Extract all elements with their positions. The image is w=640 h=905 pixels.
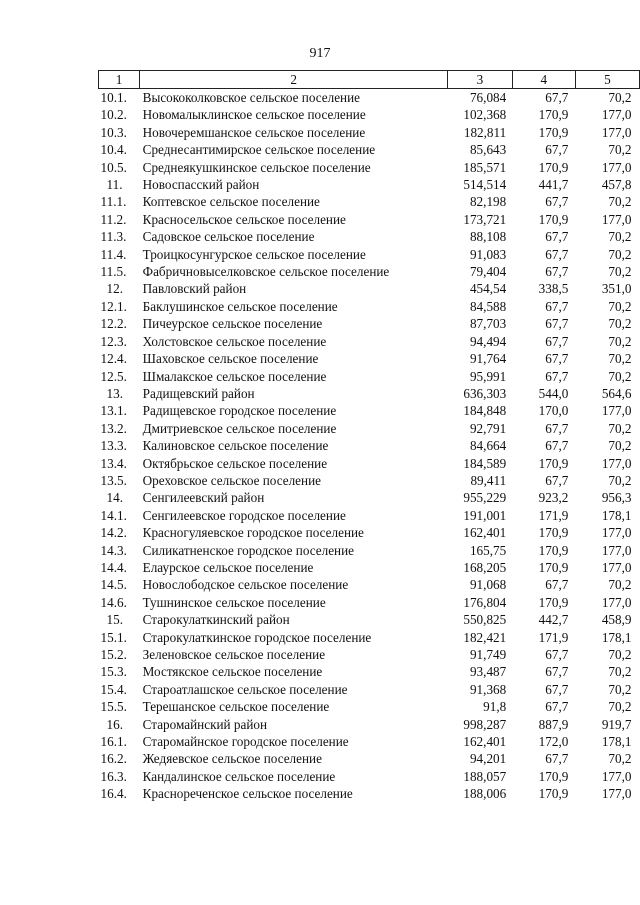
row-col-5: 70,2 bbox=[608, 246, 632, 262]
row-col-4: 67,7 bbox=[545, 699, 569, 715]
row-col-4: 67,7 bbox=[545, 264, 569, 280]
row-name: Сенгилеевский район bbox=[142, 490, 265, 506]
row-name: Кандалинское сельское поселение bbox=[142, 768, 336, 784]
row-col-4: 172,0 bbox=[538, 734, 569, 750]
row-number: 13.1. bbox=[100, 403, 127, 419]
row-name: Терешанское сельское поселение bbox=[142, 699, 330, 715]
row-col-4: 170,9 bbox=[538, 455, 569, 471]
row-col-3: 84,588 bbox=[469, 298, 507, 314]
row-name: Радищевское городское поселение bbox=[142, 403, 337, 419]
row-number: 10.1. bbox=[100, 90, 127, 105]
row-name: Дмитриевское сельское поселение bbox=[142, 420, 337, 436]
row-col-3: 84,664 bbox=[469, 438, 507, 454]
row-number: 15. bbox=[106, 612, 123, 628]
row-col-4: 67,7 bbox=[545, 420, 569, 436]
row-col-5: 177,0 bbox=[601, 542, 632, 558]
table-row bbox=[99, 89, 640, 107]
table-row bbox=[99, 576, 640, 593]
table-row bbox=[99, 507, 640, 524]
row-number: 12.5. bbox=[100, 368, 127, 384]
row-name: Старокулаткинское городское поселение bbox=[142, 629, 372, 645]
row-name: Калиновское сельское поселение bbox=[142, 438, 329, 454]
row-col-4: 170,9 bbox=[538, 107, 569, 123]
table-row bbox=[99, 542, 640, 559]
table-row bbox=[99, 385, 640, 402]
row-col-4: 67,7 bbox=[545, 647, 569, 662]
table-row bbox=[99, 350, 640, 367]
row-col-5: 177,0 bbox=[601, 768, 632, 784]
row-col-5: 70,2 bbox=[608, 438, 632, 454]
row-name: Красногуляевское городское поселение bbox=[142, 525, 364, 541]
row-number: 10.4. bbox=[100, 142, 127, 158]
table-row bbox=[99, 106, 640, 123]
row-name: Староатлашское сельское поселение bbox=[142, 681, 348, 697]
row-number: 14.6. bbox=[100, 594, 127, 610]
row-col-4: 441,7 bbox=[538, 177, 569, 193]
row-number: 11.3. bbox=[100, 229, 127, 245]
table-row bbox=[99, 559, 640, 576]
row-col-5: 70,2 bbox=[608, 351, 632, 367]
row-col-4: 67,7 bbox=[545, 438, 569, 454]
row-number: 10.3. bbox=[100, 124, 127, 140]
row-number: 16.2. bbox=[100, 751, 127, 767]
table-row bbox=[99, 472, 640, 489]
table-row bbox=[99, 733, 640, 750]
row-number: 14.1. bbox=[100, 507, 127, 523]
row-number: 12. bbox=[106, 281, 123, 297]
row-col-3: 636,303 bbox=[463, 385, 507, 401]
row-col-5: 70,2 bbox=[608, 699, 632, 715]
row-col-3: 88,108 bbox=[469, 229, 507, 245]
table-row bbox=[99, 246, 640, 263]
row-col-3: 91,749 bbox=[469, 647, 507, 662]
row-col-3: 82,198 bbox=[469, 194, 507, 210]
row-col-4: 170,0 bbox=[538, 403, 569, 419]
table-row bbox=[99, 455, 640, 472]
row-number: 12.1. bbox=[100, 298, 127, 314]
row-col-4: 170,9 bbox=[538, 786, 569, 802]
row-col-3: 95,991 bbox=[469, 368, 507, 384]
row-col-4: 67,7 bbox=[545, 333, 569, 349]
row-number: 11.1. bbox=[100, 194, 127, 210]
row-col-3: 76,084 bbox=[469, 90, 507, 105]
row-col-4: 67,7 bbox=[545, 298, 569, 314]
row-col-3: 184,848 bbox=[463, 403, 507, 419]
row-name: Краснореченское сельское поселение bbox=[142, 786, 353, 802]
row-number: 16.4. bbox=[100, 786, 127, 802]
row-col-4: 171,9 bbox=[538, 507, 569, 523]
row-col-3: 93,487 bbox=[469, 664, 507, 680]
row-col-5: 70,2 bbox=[608, 298, 632, 314]
header-col-1: 1 bbox=[99, 71, 140, 89]
row-col-5: 70,2 bbox=[608, 316, 632, 332]
row-col-4: 67,7 bbox=[545, 368, 569, 384]
row-col-5: 564,6 bbox=[601, 385, 632, 401]
row-name: Ореховское сельское поселение bbox=[142, 472, 321, 488]
row-col-5: 458,9 bbox=[601, 612, 632, 628]
row-col-3: 162,401 bbox=[463, 734, 507, 750]
row-col-3: 550,825 bbox=[463, 612, 507, 628]
row-number: 15.1. bbox=[100, 629, 127, 645]
table-row bbox=[99, 368, 640, 385]
row-col-3: 514,514 bbox=[463, 177, 507, 193]
row-col-5: 70,2 bbox=[608, 420, 632, 436]
table-row bbox=[99, 315, 640, 332]
header-col-5: 5 bbox=[575, 71, 639, 89]
row-col-3: 91,083 bbox=[469, 246, 507, 262]
row-col-4: 170,9 bbox=[538, 525, 569, 541]
row-col-3: 182,421 bbox=[463, 629, 507, 645]
row-col-5: 178,1 bbox=[601, 507, 632, 523]
row-number: 15.4. bbox=[100, 681, 127, 697]
row-col-3: 188,057 bbox=[463, 768, 507, 784]
row-number: 13.5. bbox=[100, 472, 127, 488]
table-row bbox=[99, 141, 640, 158]
row-col-5: 177,0 bbox=[601, 594, 632, 610]
row-name: Тушнинское сельское поселение bbox=[142, 594, 326, 610]
row-col-3: 162,401 bbox=[463, 525, 507, 541]
row-col-3: 184,589 bbox=[463, 455, 507, 471]
row-col-3: 87,703 bbox=[469, 316, 507, 332]
row-name: Мостякское сельское поселение bbox=[142, 664, 323, 680]
row-number: 11.5. bbox=[100, 264, 127, 280]
header-col-3: 3 bbox=[448, 71, 513, 89]
row-col-4: 338,5 bbox=[538, 281, 569, 297]
row-col-4: 67,7 bbox=[545, 90, 569, 105]
row-number: 12.4. bbox=[100, 351, 127, 367]
row-col-5: 70,2 bbox=[608, 194, 632, 210]
row-col-3: 182,811 bbox=[463, 124, 507, 140]
row-col-3: 79,404 bbox=[469, 264, 507, 280]
table-row bbox=[99, 629, 640, 646]
row-col-5: 956,3 bbox=[601, 490, 632, 506]
row-number: 14.3. bbox=[100, 542, 127, 558]
row-col-5: 177,0 bbox=[601, 107, 632, 123]
row-number: 13.2. bbox=[100, 420, 127, 436]
row-col-3: 998,287 bbox=[463, 716, 507, 732]
row-col-3: 188,006 bbox=[463, 786, 507, 802]
row-col-5: 177,0 bbox=[601, 525, 632, 541]
row-col-5: 70,2 bbox=[608, 577, 632, 593]
row-name: Новоспасский район bbox=[142, 177, 260, 193]
row-col-5: 70,2 bbox=[608, 681, 632, 697]
row-col-4: 67,7 bbox=[545, 664, 569, 680]
row-name: Елаурское сельское поселение bbox=[142, 559, 314, 575]
row-col-4: 67,7 bbox=[545, 681, 569, 697]
row-name: Старокулаткинский район bbox=[142, 612, 290, 628]
row-col-3: 94,494 bbox=[469, 333, 507, 349]
row-col-3: 91,368 bbox=[469, 681, 507, 697]
row-col-5: 177,0 bbox=[601, 786, 632, 802]
row-col-5: 457,8 bbox=[601, 177, 632, 193]
row-col-5: 70,2 bbox=[608, 264, 632, 280]
page-number: 917 bbox=[309, 46, 331, 61]
row-number: 11.4. bbox=[100, 246, 127, 262]
table-row bbox=[99, 646, 640, 663]
row-col-4: 67,7 bbox=[545, 194, 569, 210]
table-row bbox=[99, 663, 640, 680]
row-col-4: 544,0 bbox=[538, 385, 569, 401]
row-col-5: 70,2 bbox=[608, 142, 632, 158]
row-number: 13.4. bbox=[100, 455, 127, 471]
row-col-5: 177,0 bbox=[601, 211, 632, 227]
row-name: Старомайнский район bbox=[142, 716, 268, 732]
row-number: 12.2. bbox=[100, 316, 127, 332]
row-col-4: 67,7 bbox=[545, 316, 569, 332]
row-col-5: 70,2 bbox=[608, 333, 632, 349]
row-number: 10.2. bbox=[100, 107, 127, 123]
row-name: Павловский район bbox=[142, 281, 247, 297]
row-name: Октябрьское сельское поселение bbox=[142, 455, 328, 471]
row-number: 14.4. bbox=[100, 559, 127, 575]
table-row bbox=[99, 681, 640, 698]
row-number: 13. bbox=[106, 385, 123, 401]
row-col-3: 955,229 bbox=[463, 490, 507, 506]
table-row bbox=[99, 611, 640, 628]
row-name: Пичеурское сельское поселение bbox=[142, 316, 323, 332]
table-row bbox=[99, 524, 640, 541]
table-row bbox=[99, 298, 640, 315]
row-col-5: 177,0 bbox=[601, 455, 632, 471]
table-row bbox=[99, 420, 640, 437]
row-name: Холстовское сельское поселение bbox=[142, 333, 327, 349]
row-name: Высококолковское сельское поселение bbox=[142, 90, 361, 105]
row-number: 12.3. bbox=[100, 333, 127, 349]
row-col-5: 70,2 bbox=[608, 472, 632, 488]
row-col-4: 170,9 bbox=[538, 559, 569, 575]
row-col-3: 94,201 bbox=[469, 751, 507, 767]
table-row bbox=[99, 280, 640, 297]
table-row bbox=[99, 768, 640, 785]
row-col-5: 178,1 bbox=[601, 734, 632, 750]
row-col-3: 168,205 bbox=[463, 559, 507, 575]
row-col-3: 91,8 bbox=[483, 699, 507, 715]
row-col-5: 177,0 bbox=[601, 124, 632, 140]
row-name: Садовское сельское поселение bbox=[142, 229, 315, 245]
row-col-4: 170,9 bbox=[538, 594, 569, 610]
row-col-3: 91,764 bbox=[469, 351, 507, 367]
row-name: Среднесантимирское сельское поселение bbox=[142, 142, 376, 158]
row-col-3: 165,75 bbox=[469, 542, 507, 558]
table-row bbox=[99, 594, 640, 611]
row-number: 14.2. bbox=[100, 525, 127, 541]
row-col-4: 442,7 bbox=[538, 612, 569, 628]
row-col-5: 177,0 bbox=[601, 403, 632, 419]
row-col-4: 67,7 bbox=[545, 472, 569, 488]
row-col-5: 70,2 bbox=[608, 368, 632, 384]
row-col-3: 454,54 bbox=[469, 281, 507, 297]
header-row bbox=[99, 71, 640, 89]
table-row bbox=[99, 716, 640, 733]
row-name: Зеленовское сельское поселение bbox=[142, 647, 326, 662]
row-number: 14.5. bbox=[100, 577, 127, 593]
table-row bbox=[99, 437, 640, 454]
row-col-4: 67,7 bbox=[545, 577, 569, 593]
row-number: 11.2. bbox=[100, 211, 127, 227]
row-col-4: 67,7 bbox=[545, 246, 569, 262]
row-name: Радищевский район bbox=[142, 385, 255, 401]
row-col-5: 178,1 bbox=[601, 629, 632, 645]
row-col-3: 185,571 bbox=[463, 159, 507, 175]
table-row bbox=[99, 750, 640, 767]
row-col-3: 91,068 bbox=[469, 577, 507, 593]
row-name: Шмалакское сельское поселение bbox=[142, 368, 327, 384]
row-number: 11. bbox=[106, 177, 123, 193]
table-row bbox=[99, 333, 640, 350]
row-col-5: 70,2 bbox=[608, 664, 632, 680]
row-name: Шаховское сельское поселение bbox=[142, 351, 319, 367]
row-name: Новослободское сельское поселение bbox=[142, 577, 349, 593]
header-col-4: 4 bbox=[512, 71, 575, 89]
row-name: Новомалыклинское сельское поселение bbox=[142, 107, 366, 123]
table-row bbox=[99, 228, 640, 245]
row-col-5: 70,2 bbox=[608, 90, 632, 105]
row-col-3: 85,643 bbox=[469, 142, 507, 158]
row-col-3: 176,804 bbox=[463, 594, 507, 610]
table-row bbox=[99, 698, 640, 715]
row-col-4: 67,7 bbox=[545, 351, 569, 367]
row-number: 14. bbox=[106, 490, 123, 506]
row-col-4: 170,9 bbox=[538, 124, 569, 140]
table-row bbox=[99, 159, 640, 176]
row-col-4: 170,9 bbox=[538, 211, 569, 227]
table-row bbox=[99, 402, 640, 419]
table-row bbox=[99, 176, 640, 193]
row-number: 16.1. bbox=[100, 734, 127, 750]
row-col-4: 67,7 bbox=[545, 229, 569, 245]
row-name: Сенгилеевское городское поселение bbox=[142, 507, 346, 523]
row-name: Фабричновыселковское сельское поселение bbox=[142, 264, 390, 280]
table-header bbox=[99, 71, 640, 89]
row-number: 15.3. bbox=[100, 664, 127, 680]
row-col-5: 70,2 bbox=[608, 751, 632, 767]
row-col-4: 171,9 bbox=[538, 629, 569, 645]
row-number: 15.5. bbox=[100, 699, 127, 715]
row-col-5: 70,2 bbox=[608, 647, 632, 662]
row-name: Среднеякушкинское сельское поселение bbox=[142, 159, 371, 175]
row-col-4: 887,9 bbox=[538, 716, 569, 732]
row-col-3: 92,791 bbox=[469, 420, 507, 436]
row-col-4: 170,9 bbox=[538, 159, 569, 175]
row-col-4: 67,7 bbox=[545, 142, 569, 158]
table-row bbox=[99, 785, 640, 802]
row-col-3: 191,001 bbox=[463, 507, 507, 523]
row-col-4: 170,9 bbox=[538, 542, 569, 558]
row-name: Старомайнское городское поселение bbox=[142, 734, 349, 750]
row-col-5: 177,0 bbox=[601, 159, 632, 175]
row-name: Силикатненское городское поселение bbox=[142, 542, 355, 558]
table-row bbox=[99, 211, 640, 228]
row-col-3: 102,368 bbox=[463, 107, 507, 123]
row-col-3: 173,721 bbox=[463, 211, 507, 227]
row-number: 16.3. bbox=[100, 768, 127, 784]
table-body bbox=[99, 89, 640, 803]
row-number: 13.3. bbox=[100, 438, 127, 454]
row-name: Новочеремшанское сельское поселение bbox=[142, 124, 366, 140]
row-col-4: 67,7 bbox=[545, 751, 569, 767]
row-col-5: 177,0 bbox=[601, 559, 632, 575]
row-col-5: 919,7 bbox=[601, 716, 632, 732]
row-number: 15.2. bbox=[100, 647, 127, 662]
budget-table bbox=[98, 70, 640, 803]
table-row bbox=[99, 263, 640, 280]
row-col-4: 923,2 bbox=[538, 490, 569, 506]
row-col-4: 170,9 bbox=[538, 768, 569, 784]
row-name: Баклушинское сельское поселение bbox=[142, 298, 338, 314]
table-row bbox=[99, 124, 640, 141]
row-name: Красносельское сельское поселение bbox=[142, 211, 346, 227]
row-name: Жедяевское сельское поселение bbox=[142, 751, 322, 767]
header-col-2: 2 bbox=[140, 71, 448, 89]
row-col-3: 89,411 bbox=[470, 472, 507, 488]
row-name: Троицкосунгурское сельское поселение bbox=[142, 246, 366, 262]
row-name: Коптевское сельское поселение bbox=[142, 194, 320, 210]
table-row bbox=[99, 489, 640, 506]
row-col-5: 70,2 bbox=[608, 229, 632, 245]
row-number: 16. bbox=[106, 716, 123, 732]
row-col-5: 351,0 bbox=[601, 281, 632, 297]
row-number: 10.5. bbox=[100, 159, 127, 175]
table-row bbox=[99, 193, 640, 210]
